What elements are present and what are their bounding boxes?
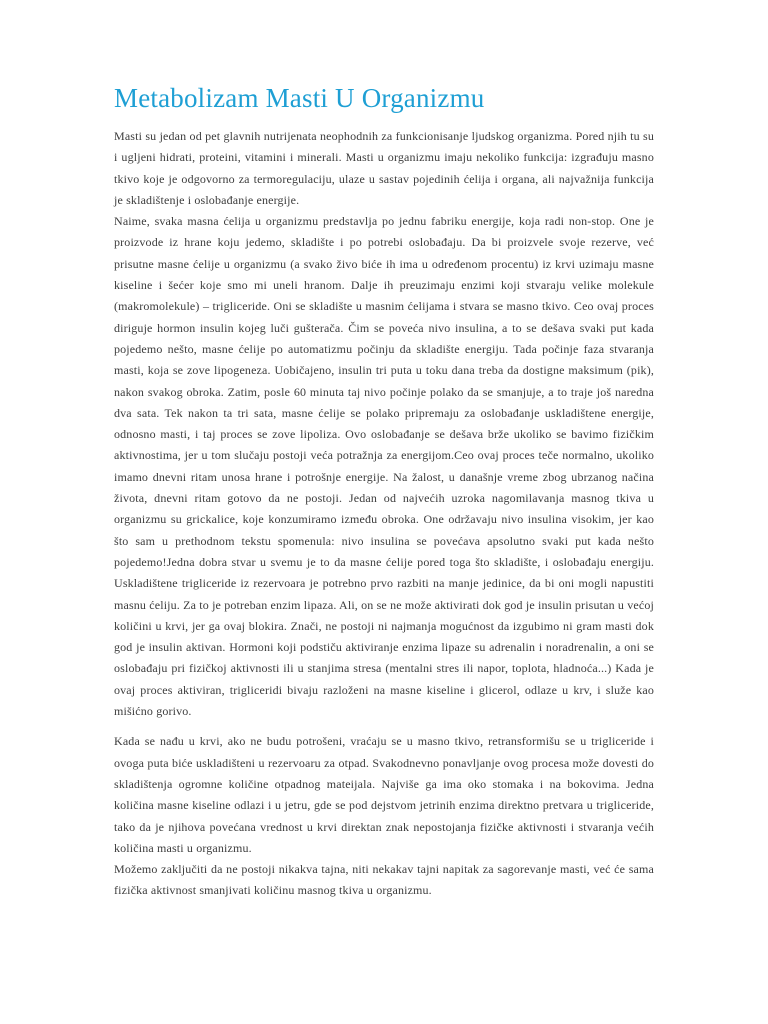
article-title: Metabolizam Masti U Organizmu: [114, 83, 485, 113]
article: [114, 82, 654, 902]
paragraph-spacer: [114, 722, 654, 731]
paragraph-intro: Masti su jedan od pet glavnih nutrijenata neophodnih za funkcionisanje ljudskog organizma. Pored njih tu su i ugljeni hidrati, proteini, vitamini i minerali. Masti u organizmu imaju nekoliko funkcija: izgrađuju masno tkivo koje je odgovorno za termoregulaciju, ulaze u sastav pojedinih ćelija i organa, ali najvažnija funkcija je skladištenje i oslobađanje energije.: [114, 129, 654, 207]
paragraph-conclusion: Možemo zaključiti da ne postoji nikakva tajna, niti nekakav tajni napitak za sagorevanje masti, već će sama fizička aktivnost smanjivati količinu masnog tkiva u organizmu.: [114, 862, 654, 898]
paragraph-storage: Kada se nađu u krvi, ako ne budu potrošeni, vraćaju se u masno tkivo, retransformišu se u trigliceride i ovoga puta biće uskladišteni u rezervoaru za otpad. Svakodnevno ponavljanje ovog procesa može dovesti do skladištenja ogromne količine otpadnog mateijala. Najviše ga ima oko stomaka i na bokovima. Jedna količina masne kiseline odlazi i u jetru, gde se pod dejstvom jetrinih enzima direktno pretvara u trigliceride, tako da je njihova povećana vrednost u krvi direktan znak nepostojanja fizičke aktivnosti i stvaranja većih količina masti u organizmu.: [114, 734, 654, 855]
paragraph-lipogenesis: Naime, svaka masna ćelija u organizmu predstavlja po jednu fabriku energije, koja radi non-stop. One je proizvode iz hrane koju jedemo, skladište i po potrebi oslobađaju. Da bi proizvele svoje rezerve, već prisutne masne ćelije u organizmu (a svako živo biće ih ima u određenom procentu) iz krvi uzimaju masne kiseline i šećer koje smo mi uneli hranom. Dalje ih preuzimaju enzimi koji stvaraju velike molekule (makromolekule) – trigliceride. Oni se skladište u masnim ćelijama i stvara se masno tkivo. Ceo ovaj proces diriguje hormon insulin kojeg luči gušterača. Čim se poveća nivo insulina, a to se dešava svaki put kada pojedemo nešto, masne ćelije po automatizmu počinju da skladište energiju. Tada počinje faza stvaranja masti, koja se zove lipogeneza. Uobičajeno, insulin tri puta u toku dana treba da dostigne maksimum (pik), nakon svakog obroka. Zatim, posle 60 minuta taj nivo počinje polako da se smanjuje, a to traje još naredna dva sata. Tek nakon ta tri sata, masne ćelije se polako pripremaju za oslobađanje uskladištene energije, odnosno masti, i taj proces se zove lipoliza. Ovo oslobađanje se dešava brže ukoliko se bavimo fizičkim aktivnostima, jer u tom slučaju postoji veća potražnja za energijom.Ceo ovaj proces teče normalno, ukoliko imamo dnevni ritam unosa hrane i potrošnje energije. Na žalost, u današnje vreme zbog ubrzanog načina života, dnevni ritam gotovo da ne postoji. Jedan od najvećih uzroka nagomilavanja masnog tkiva u organizmu su grickalice, koje konzumiramo između obroka. One održavaju nivo insulina visokim, jer kao što sam u prethodnom tekstu spomenula: nivo insulina se povećava apsolutno svaki put kada nešto pojedemo!Jedna dobra stvar u svemu je to da masne ćelije pored toga što skladište, i oslobađaju energiju. Uskladištene trigliceride iz rezervoara je potrebno prvo razbiti na manje jedinice, da bi oni mogli napustiti masnu ćeliju. Za to je potreban enzim lipaza. Ali, on se ne može aktivirati dok god je insulin prisutan u većoj količini u krvi, jer ga ovaj blokira. Znači, ne postoji ni najmanja mogućnost da izgubimo ni gram masti dok god je insulin aktivan. Hormoni koji podstiču aktiviranje enzima lipaze su adrenalin i noradrenalin, a oni se oslobađaju pri fizičkoj aktivnosti ili u stanjima stresa (mentalni stres ili napor, toplota, hladnoća...) Kada je ovaj proces aktiviran, trigliceridi bivaju razloženi na masne kiseline i glicerol, odlaze u krv, i služe kao mišićno gorivo.: [114, 214, 654, 719]
article-body: [114, 126, 654, 902]
